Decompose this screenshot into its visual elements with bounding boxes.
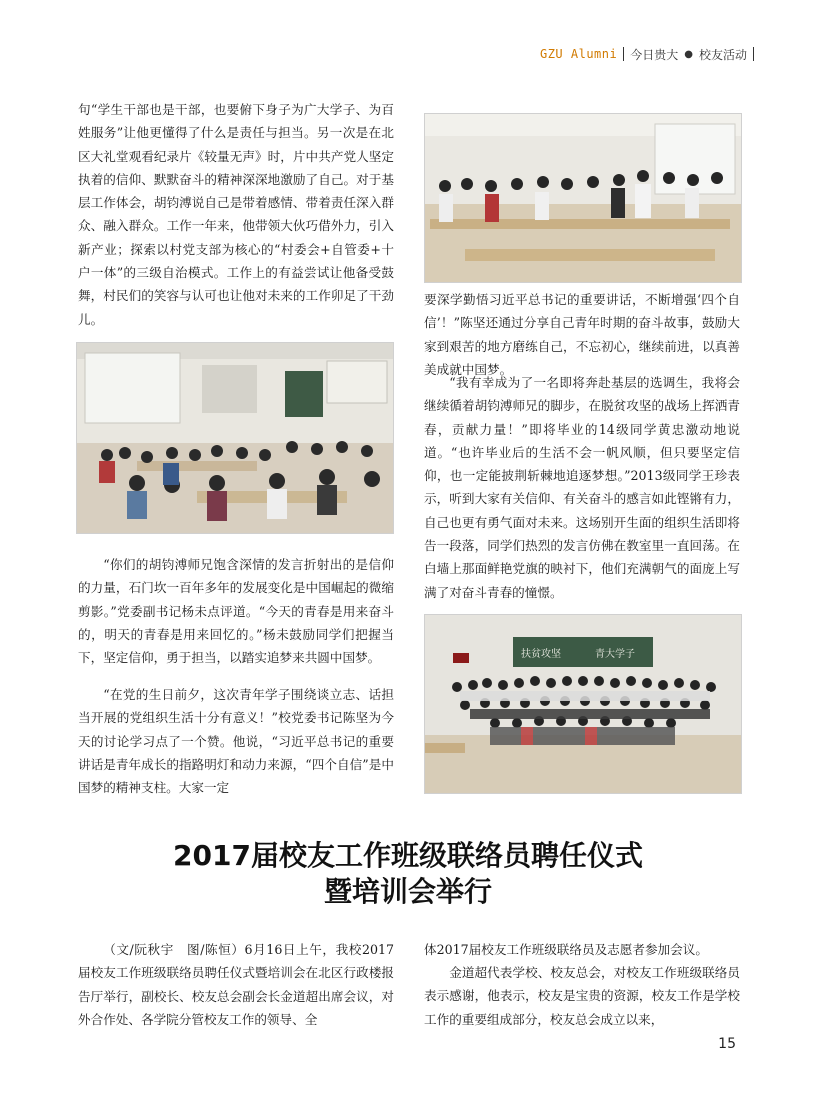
photo-oath-ceremony-image: [425, 114, 741, 282]
article-left-paragraph: （文/阮秋宇 图/陈恒）6月16日上午，我校2017届校友工作班级联络员聘任仪式暨培训会在北区行政楼报告厅举行，副校长、校友总会副会长金道超出席会议，对外合作处、各学院分管校友工作的领导、全: [78, 942, 394, 1027]
article-right-paragraph-1: 体2017届校友工作班级联络员及志愿者参加会议。: [424, 942, 708, 957]
page-number: 15: [718, 1036, 736, 1052]
photo-classroom-seated-image: [77, 343, 393, 533]
article-right-paragraph-2: 金道超代表学校、校友总会，对校友工作班级联络员表示感谢，他表示，校友是宝贵的资源，校友工作是学校工作的重要组成部分，校友总会成立以来，: [424, 965, 740, 1027]
photo-oath-ceremony: [424, 113, 742, 283]
header-column: 校友活动: [698, 47, 747, 62]
header-section: 今日贵大: [630, 47, 679, 62]
left-paragraph-1: 句“学生干部也是干部，也要俯下身子为广大学子、为百姓服务”让他更懂得了什么是责任与担当。另一次是在北区大礼堂观看纪录片《较量无声》时，片中共产党人坚定执着的信仰、默默奋斗的精神深深地激励了自己。对于基层工作体会，胡钧溥说自己是带着感情、带着责任深入群众、融入群众。工作一年来，他带领大伙巧借外力，引入新产业；探索以村党支部为核心的“村委会+自管委+十户一体”的三级自治模式。工作上的有益尝试让他备受鼓舞，村民们的笑容与认可也让他对未来的工作卯足了干劲儿。: [78, 102, 394, 327]
right-paragraph-2: “我有幸成为了一名即将奔赴基层的选调生，我将会继续循着胡钧溥师兄的脚步，在脱贫攻坚的战场上挥洒青春，贡献力量！”即将毕业的14级同学黄忠激动地说道。“也许毕业后的生活不会一帆风顺，但只要坚定信仰，也一定能披荆斩棘地追逐梦想。”2013级同学王珍表示，听到大家有关信仰、有关奋斗的感言如此铿锵有力，自己也更有勇气面对未来。这场别开生面的组织生活即将告一段落，同学们热烈的发言仿佛在教室里一直回荡。在白墙上那面鲜艳党旗的映衬下，他们充满朝气的面庞上写满了对奋斗青春的憧憬。: [424, 375, 740, 600]
article-title-line-2: 暨培训会举行: [323, 875, 492, 908]
article-title-line-1: 2017届校友工作班级联络员聘任仪式: [173, 839, 643, 872]
bullet-icon: ●: [684, 48, 693, 60]
board-text-1: 扶贫攻坚: [521, 649, 561, 660]
photo-group-image: [425, 615, 741, 793]
left-paragraph-2: “你们的胡钧溥师兄饱含深情的发言折射出的是信仰的力量，石门坎一百年多年的发展变化是中国崛起的微缩剪影。”党委副书记杨未点评道。“今天的青春是用来奋斗的，明天的青春是用来回忆的。”杨未鼓励同学们把握当下，坚定信仰，勇于担当，以踏实追梦来共圆中国梦。: [78, 557, 394, 666]
header-divider: [623, 47, 624, 61]
header-brand: GZU Alumni: [539, 47, 618, 61]
running-header: [540, 44, 754, 64]
header-divider-end: [753, 47, 754, 61]
right-paragraph-1: 要深学勤悟习近平总书记的重要讲话，不断增强‘四个自信’！”陈坚还通过分享自己青年时期的奋斗故事，鼓励大家到艰苦的地方磨练自己，不忘初心，继续前进，以真善美成就中国梦。: [424, 292, 740, 377]
photo-classroom-seated: [76, 342, 394, 534]
left-paragraph-3: “在党的生日前夕，这次青年学子围绕谈立志、话担当开展的党组织生活十分有意义！”校党委书记陈坚为今天的讨论学习点了一个赞。他说，“习近平总书记的重要讲话是青年成长的指路明灯和动力来源，“四个自信”是中国梦的精神支柱。大家一定: [78, 687, 394, 796]
photo-group: [424, 614, 742, 794]
board-text-2: 青大学子: [595, 649, 635, 660]
